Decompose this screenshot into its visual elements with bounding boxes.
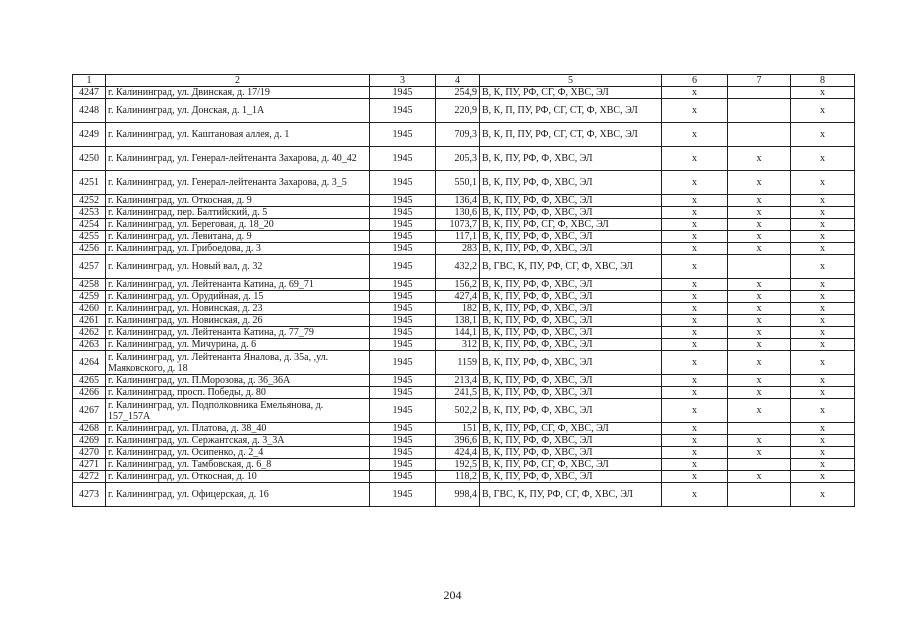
table-row [73,87,855,99]
area-cell: 136,4 [436,195,480,207]
column-6-mark: х [662,315,728,327]
address-cell: г. Калининград, ул. Каштановая аллея, д. 1 [106,123,370,147]
column-8-mark: х [791,423,855,435]
housing-registry-table [72,74,855,507]
year-cell: 1945 [370,147,436,171]
area-cell: 205,3 [436,147,480,171]
row-number-cell: 4254 [73,219,106,231]
row-number-cell: 4263 [73,339,106,351]
services-cell: В, К, ПУ, РФ, Ф, ХВС, ЭЛ [480,147,662,171]
area-cell: 1159 [436,351,480,375]
table-row [73,399,855,423]
area-cell: 427,4 [436,291,480,303]
year-cell: 1945 [370,171,436,195]
column-6-mark: х [662,423,728,435]
area-cell: 241,5 [436,387,480,399]
column-header: 2 [106,75,370,87]
column-8-mark: х [791,291,855,303]
row-number-cell: 4269 [73,435,106,447]
services-cell: В, К, ПУ, РФ, Ф, ХВС, ЭЛ [480,195,662,207]
address-cell: г. Калининград, ул. Платова, д. 38_40 [106,423,370,435]
row-number-cell: 4265 [73,375,106,387]
address-cell: г. Калининград, ул. Лейтенанта Катина, д. 69_71 [106,279,370,291]
year-cell: 1945 [370,219,436,231]
table-row [73,339,855,351]
column-8-mark: х [791,147,855,171]
year-cell: 1945 [370,123,436,147]
year-cell: 1945 [370,231,436,243]
column-header: 8 [791,75,855,87]
column-7-mark [728,459,791,471]
row-number-cell: 4253 [73,207,106,219]
area-cell: 182 [436,303,480,315]
area-cell: 1073,7 [436,219,480,231]
column-6-mark: х [662,219,728,231]
column-8-mark: х [791,387,855,399]
column-6-mark: х [662,243,728,255]
services-cell: В, ГВС, К, ПУ, РФ, СГ, Ф, ХВС, ЭЛ [480,483,662,507]
column-8-mark: х [791,327,855,339]
services-cell: В, К, ПУ, РФ, Ф, ХВС, ЭЛ [480,387,662,399]
column-6-mark: х [662,339,728,351]
address-cell: г. Калининград, пер. Балтийский, д. 5 [106,207,370,219]
column-6-mark: х [662,123,728,147]
table-row [73,435,855,447]
column-8-mark: х [791,243,855,255]
address-cell: г. Калининград, ул. Левитана, д. 9 [106,231,370,243]
table-row [73,195,855,207]
row-number-cell: 4273 [73,483,106,507]
column-6-mark: х [662,471,728,483]
services-cell: В, К, ПУ, РФ, Ф, ХВС, ЭЛ [480,207,662,219]
column-header: 7 [728,75,791,87]
row-number-cell: 4264 [73,351,106,375]
row-number-cell: 4257 [73,255,106,279]
area-cell: 118,2 [436,471,480,483]
table-row [73,423,855,435]
row-number-cell: 4262 [73,327,106,339]
table-row [73,291,855,303]
column-7-mark: х [728,219,791,231]
column-6-mark: х [662,171,728,195]
address-cell: г. Калининград, ул. Новый вал, д. 32 [106,255,370,279]
services-cell: В, К, ПУ, РФ, Ф, ХВС, ЭЛ [480,171,662,195]
year-cell: 1945 [370,315,436,327]
year-cell: 1945 [370,279,436,291]
column-6-mark: х [662,387,728,399]
column-8-mark: х [791,447,855,459]
year-cell: 1945 [370,399,436,423]
column-7-mark: х [728,279,791,291]
table-row [73,303,855,315]
year-cell: 1945 [370,195,436,207]
column-8-mark: х [791,279,855,291]
services-cell: В, К, ПУ, РФ, Ф, ХВС, ЭЛ [480,399,662,423]
column-7-mark: х [728,435,791,447]
table-row [73,459,855,471]
column-6-mark: х [662,435,728,447]
column-7-mark [728,123,791,147]
services-cell: В, ГВС, К, ПУ, РФ, СГ, Ф, ХВС, ЭЛ [480,255,662,279]
services-cell: В, К, ПУ, РФ, Ф, ХВС, ЭЛ [480,303,662,315]
year-cell: 1945 [370,87,436,99]
area-cell: 254,9 [436,87,480,99]
services-cell: В, К, ПУ, РФ, Ф, ХВС, ЭЛ [480,327,662,339]
year-cell: 1945 [370,327,436,339]
column-6-mark: х [662,327,728,339]
row-number-cell: 4248 [73,99,106,123]
address-cell: г. Калининград, ул. Откосная, д. 10 [106,471,370,483]
column-6-mark: х [662,87,728,99]
area-cell: 396,6 [436,435,480,447]
address-cell: г. Калининград, ул. Береговая, д. 18_20 [106,219,370,231]
area-cell: 312 [436,339,480,351]
services-cell: В, К, ПУ, РФ, Ф, ХВС, ЭЛ [480,279,662,291]
table-row [73,387,855,399]
column-8-mark: х [791,195,855,207]
address-cell: г. Калининград, ул. Осипенко, д. 2_4 [106,447,370,459]
row-number-cell: 4259 [73,291,106,303]
document-sheet [72,74,854,507]
column-7-mark: х [728,231,791,243]
area-cell: 192,5 [436,459,480,471]
row-number-cell: 4268 [73,423,106,435]
row-number-cell: 4256 [73,243,106,255]
services-cell: В, К, ПУ, РФ, Ф, ХВС, ЭЛ [480,471,662,483]
column-6-mark: х [662,459,728,471]
column-6-mark: х [662,447,728,459]
services-cell: В, К, ПУ, РФ, СГ, Ф, ХВС, ЭЛ [480,459,662,471]
address-cell: г. Калининград, ул. Сержантская, д. 3_3А [106,435,370,447]
address-cell: г. Калининград, ул. Подполковника Емельянова, д. 157_157А [106,399,370,423]
table-row [73,483,855,507]
column-header: 1 [73,75,106,87]
address-cell: г. Калининград, ул. Донская, д. 1_1А [106,99,370,123]
area-cell: 220,9 [436,99,480,123]
column-7-mark: х [728,471,791,483]
column-7-mark: х [728,147,791,171]
area-cell: 502,2 [436,399,480,423]
address-cell: г. Калининград, ул. Двинская, д. 17/19 [106,87,370,99]
column-header: 3 [370,75,436,87]
column-8-mark: х [791,303,855,315]
table-row [73,147,855,171]
column-8-mark: х [791,207,855,219]
year-cell: 1945 [370,447,436,459]
address-cell: г. Калининград, ул. Офицерская, д. 16 [106,483,370,507]
services-cell: В, К, ПУ, РФ, СГ, Ф, ХВС, ЭЛ [480,423,662,435]
table-row [73,279,855,291]
column-7-mark: х [728,387,791,399]
address-cell: г. Калининград, ул. Мичурина, д. 6 [106,339,370,351]
services-cell: В, К, ПУ, РФ, Ф, ХВС, ЭЛ [480,339,662,351]
column-7-mark: х [728,303,791,315]
column-7-mark: х [728,339,791,351]
column-8-mark: х [791,459,855,471]
column-7-mark [728,483,791,507]
address-cell: г. Калининград, ул. Новинская, д. 23 [106,303,370,315]
services-cell: В, К, ПУ, РФ, СГ, Ф, ХВС, ЭЛ [480,87,662,99]
area-cell: 998,4 [436,483,480,507]
column-8-mark: х [791,375,855,387]
area-cell: 117,1 [436,231,480,243]
year-cell: 1945 [370,351,436,375]
row-number-cell: 4250 [73,147,106,171]
table-row [73,243,855,255]
address-cell: г. Калининград, ул. Тамбовская, д. 6_8 [106,459,370,471]
column-6-mark: х [662,231,728,243]
column-8-mark: х [791,471,855,483]
services-cell: В, К, ПУ, РФ, Ф, ХВС, ЭЛ [480,351,662,375]
year-cell: 1945 [370,435,436,447]
year-cell: 1945 [370,99,436,123]
column-8-mark: х [791,255,855,279]
column-6-mark: х [662,195,728,207]
column-8-mark: х [791,351,855,375]
table-row [73,123,855,147]
column-8-mark: х [791,339,855,351]
year-cell: 1945 [370,471,436,483]
column-6-mark: х [662,483,728,507]
year-cell: 1945 [370,483,436,507]
row-number-cell: 4266 [73,387,106,399]
column-header: 5 [480,75,662,87]
page-number: 204 [443,588,462,602]
column-7-mark: х [728,291,791,303]
column-6-mark: х [662,147,728,171]
year-cell: 1945 [370,291,436,303]
services-cell: В, К, ПУ, РФ, Ф, ХВС, ЭЛ [480,447,662,459]
column-7-mark: х [728,327,791,339]
services-cell: В, К, ПУ, РФ, Ф, ХВС, ЭЛ [480,291,662,303]
column-number-header-row [73,75,855,87]
table-row [73,327,855,339]
column-7-mark: х [728,171,791,195]
area-cell: 156,2 [436,279,480,291]
row-number-cell: 4261 [73,315,106,327]
area-cell: 213,4 [436,375,480,387]
column-7-mark [728,255,791,279]
area-cell: 138,1 [436,315,480,327]
year-cell: 1945 [370,339,436,351]
services-cell: В, К, ПУ, РФ, Ф, ХВС, ЭЛ [480,435,662,447]
row-number-cell: 4267 [73,399,106,423]
services-cell: В, К, П, ПУ, РФ, СГ, СТ, Ф, ХВС, ЭЛ [480,123,662,147]
column-6-mark: х [662,99,728,123]
column-8-mark: х [791,219,855,231]
table-row [73,207,855,219]
row-number-cell: 4251 [73,171,106,195]
year-cell: 1945 [370,423,436,435]
row-number-cell: 4272 [73,471,106,483]
area-cell: 130,6 [436,207,480,219]
address-cell: г. Калининград, ул. Откосная, д. 9 [106,195,370,207]
area-cell: 432,2 [436,255,480,279]
column-7-mark: х [728,375,791,387]
services-cell: В, К, П, ПУ, РФ, СГ, СТ, Ф, ХВС, ЭЛ [480,99,662,123]
row-number-cell: 4247 [73,87,106,99]
column-6-mark: х [662,207,728,219]
column-6-mark: х [662,279,728,291]
services-cell: В, К, ПУ, РФ, СГ, Ф, ХВС, ЭЛ [480,219,662,231]
column-8-mark: х [791,483,855,507]
services-cell: В, К, ПУ, РФ, Ф, ХВС, ЭЛ [480,375,662,387]
column-header: 6 [662,75,728,87]
table-row [73,219,855,231]
table-row [73,255,855,279]
column-8-mark: х [791,435,855,447]
area-cell: 424,4 [436,447,480,459]
column-7-mark: х [728,195,791,207]
row-number-cell: 4249 [73,123,106,147]
column-8-mark: х [791,123,855,147]
area-cell: 709,3 [436,123,480,147]
table-row [73,315,855,327]
row-number-cell: 4270 [73,447,106,459]
column-6-mark: х [662,291,728,303]
address-cell: г. Калининград, ул. Лейтенанта Катина, д. 77_79 [106,327,370,339]
column-7-mark: х [728,399,791,423]
row-number-cell: 4255 [73,231,106,243]
address-cell: г. Калининград, ул. Лейтенанта Яналова, д. 35а, ,ул. Маяковского, д. 18 [106,351,370,375]
row-number-cell: 4252 [73,195,106,207]
column-7-mark: х [728,315,791,327]
address-cell: г. Калининград, ул. Генерал-лейтенанта Захарова, д. 3_5 [106,171,370,195]
table-body [73,75,855,507]
year-cell: 1945 [370,303,436,315]
address-cell: г. Калининград, ул. Грибоедова, д. 3 [106,243,370,255]
table-row [73,99,855,123]
area-cell: 550,1 [436,171,480,195]
table-row [73,231,855,243]
column-7-mark: х [728,447,791,459]
year-cell: 1945 [370,387,436,399]
table-row [73,447,855,459]
column-7-mark [728,423,791,435]
column-6-mark: х [662,255,728,279]
services-cell: В, К, ПУ, РФ, Ф, ХВС, ЭЛ [480,315,662,327]
column-6-mark: х [662,351,728,375]
table-row [73,351,855,375]
address-cell: г. Калининград, ул. Орудийная, д. 15 [106,291,370,303]
address-cell: г. Калининград, просп. Победы, д. 80 [106,387,370,399]
year-cell: 1945 [370,243,436,255]
table-row [73,171,855,195]
area-cell: 151 [436,423,480,435]
column-6-mark: х [662,303,728,315]
year-cell: 1945 [370,375,436,387]
area-cell: 144,1 [436,327,480,339]
year-cell: 1945 [370,207,436,219]
year-cell: 1945 [370,255,436,279]
address-cell: г. Калининград, ул. Новинская, д. 26 [106,315,370,327]
column-7-mark [728,99,791,123]
address-cell: г. Калининград, ул. Генерал-лейтенанта Захарова, д. 40_42 [106,147,370,171]
table-row [73,471,855,483]
column-7-mark [728,87,791,99]
column-7-mark: х [728,207,791,219]
services-cell: В, К, ПУ, РФ, Ф, ХВС, ЭЛ [480,231,662,243]
address-cell: г. Калининград, ул. П.Морозова, д. 36_36А [106,375,370,387]
column-8-mark: х [791,231,855,243]
column-8-mark: х [791,99,855,123]
row-number-cell: 4258 [73,279,106,291]
column-6-mark: х [662,375,728,387]
row-number-cell: 4260 [73,303,106,315]
table-row [73,375,855,387]
services-cell: В, К, ПУ, РФ, Ф, ХВС, ЭЛ [480,243,662,255]
column-6-mark: х [662,399,728,423]
row-number-cell: 4271 [73,459,106,471]
column-8-mark: х [791,87,855,99]
column-8-mark: х [791,315,855,327]
column-8-mark: х [791,171,855,195]
column-header: 4 [436,75,480,87]
area-cell: 283 [436,243,480,255]
column-8-mark: х [791,399,855,423]
year-cell: 1945 [370,459,436,471]
column-7-mark: х [728,243,791,255]
column-7-mark: х [728,351,791,375]
